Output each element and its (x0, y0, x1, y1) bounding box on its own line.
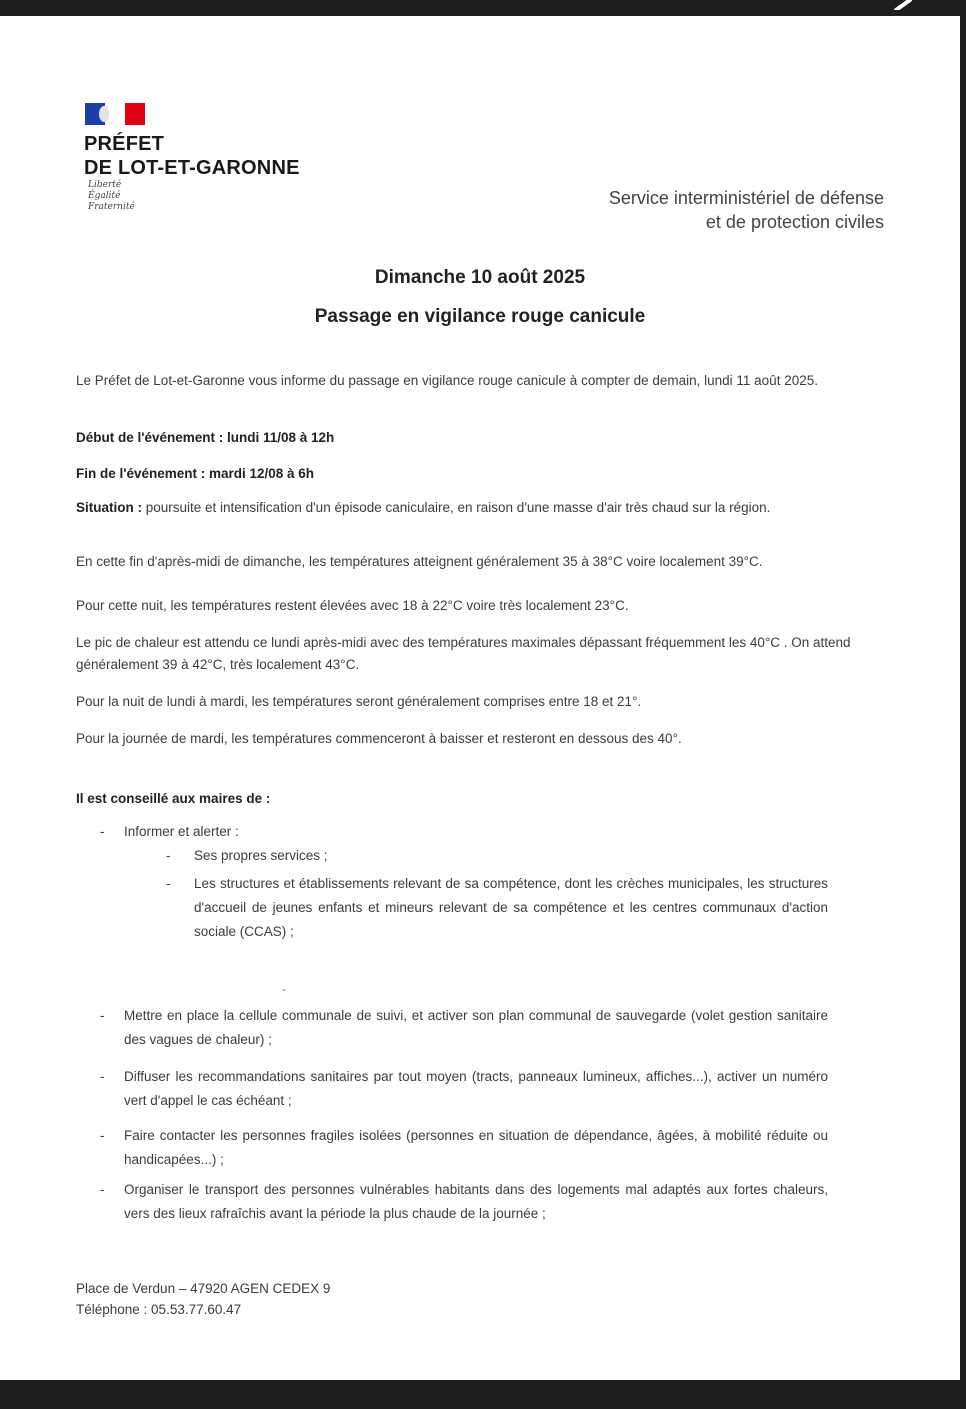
corner-edit-icon (892, 0, 914, 10)
republic-motto: Liberté Égalité Fraternité (88, 180, 135, 212)
list-item-informer: - Informer et alerter : (100, 824, 239, 839)
republic-flag-logo (85, 103, 145, 125)
document-subject: Passage en vigilance rouge canicule (314, 306, 646, 327)
footer-address: Place de Verdun – 47920 AGEN CEDEX 9 (76, 1281, 331, 1296)
footer-phone: Téléphone : 05.53.77.60.47 (76, 1302, 242, 1317)
list-item-diffuser: - Diffuser les recommandations sanitaires par tout moyen (tracts, panneaux lumineux, affiches...), activer un numéro vert d'appel le cas échéant ; (100, 1069, 828, 1108)
intro-paragraph: Le Préfet de Lot-et-Garonne vous informe du passage en vigilance rouge canicule à compter de demain, lundi 11 août 2025. (76, 373, 818, 388)
monday-night-paragraph: Pour la nuit de lundi à mardi, les températures seront généralement comprises entre 18 et 21°. (76, 694, 642, 709)
prefecture-line-1: PRÉFET (84, 133, 165, 155)
list-item-cellule: - Mettre en place la cellule communale de suivi, et activer son plan communal de sauvegarde (volet gestion sanitaire des vagues de chaleur) ; (100, 1008, 828, 1047)
temperatures-sunday: En cette fin d'après-midi de dimanche, les températures atteignent généralement 35 à 38°C voire localement 39°C. (76, 554, 763, 569)
top-dark-bar (0, 0, 966, 16)
event-start: Début de l'événement : lundi 11/08 à 12h (76, 430, 335, 445)
document-date: Dimanche 10 août 2025 (374, 267, 586, 288)
situation-paragraph: Situation : poursuite et intensification d'un épisode caniculaire, en raison d'une masse d'air très chaud sur la région. (76, 500, 771, 515)
list-item-contacter: - Faire contacter les personnes fragiles isolées (personnes en situation de dépendance, âgées, à mobilité réduite ou handicapées...) ; (100, 1128, 828, 1167)
prefecture-name (84, 132, 300, 180)
service-name: Service interministériel de défense et de protection civiles (608, 188, 884, 232)
tuesday-paragraph: Pour la journée de mardi, les températures commenceront à baisser et resteront en dessous des 40°. (76, 731, 682, 746)
document-page (0, 16, 960, 1380)
list-item-organiser: - Organiser le transport des personnes vulnérables habitants dans des logements mal adaptés aux fortes chaleurs, vers des lieux rafraîchis avant la période la plus chaude de la journée ; (100, 1182, 828, 1221)
temperatures-tonight: Pour cette nuit, les températures restent élevées avec 18 à 22°C voire très localement 23°C. (76, 598, 629, 613)
sublist-item-services: - Ses propres services ; (166, 848, 328, 863)
bottom-dark-bar (0, 1380, 966, 1409)
footer-contact (76, 1278, 330, 1320)
advice-heading: Il est conseillé aux maires de : (76, 791, 271, 806)
sublist-item-structures: - Les structures et établissements relevant de sa compétence, dont les crèches municipales, les structures d'accueil de jeunes enfants et mineurs relevant de sa compétence et les centres communaux d'action sociale (CCAS) ; (166, 876, 828, 939)
prefecture-line-2: DE LOT-ET-GARONNE (84, 157, 300, 179)
right-dark-edge (960, 16, 966, 1380)
heat-peak-paragraph: Le pic de chaleur est attendu ce lundi après-midi avec des températures maximales dépassant fréquemment les 40°C . On attend généralement 39 à 42°C, très localement 43°C. (76, 635, 851, 672)
event-end: Fin de l'événement : mardi 12/08 à 6h (76, 466, 315, 481)
stray-dash: - (282, 982, 286, 996)
